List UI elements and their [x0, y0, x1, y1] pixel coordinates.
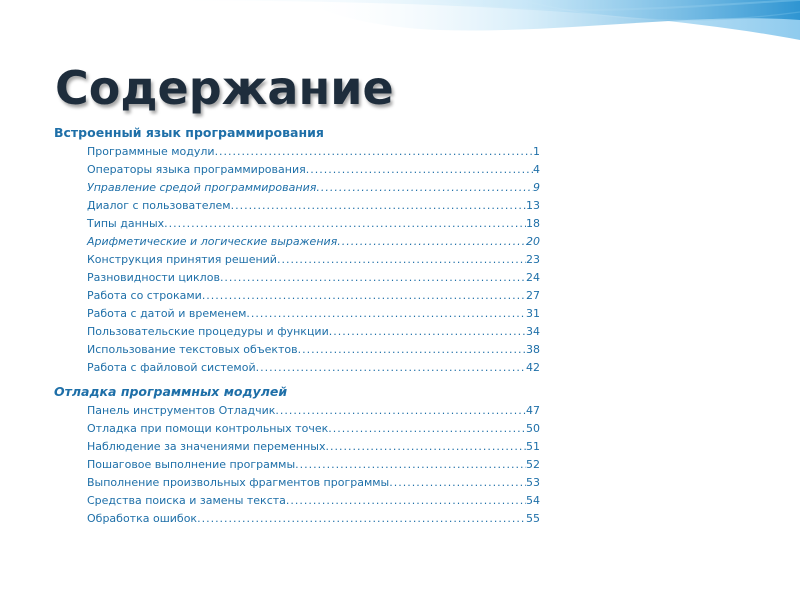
section-title-builtin-language: Встроенный язык программирования	[54, 125, 324, 140]
toc-entry-label: Панель инструментов Отладчик	[87, 404, 276, 417]
toc-leader-dots	[298, 341, 526, 359]
section-title-debugging: Отладка программных модулей	[54, 384, 288, 399]
toc-entry	[87, 420, 540, 438]
toc-entry-page: 53	[526, 476, 540, 489]
toc-leader-dots	[164, 215, 526, 233]
toc-entry-label: Пользовательские процедуры и функции	[87, 325, 329, 338]
toc-leader-dots	[329, 323, 526, 341]
toc-leader-dots	[306, 161, 533, 179]
toc-entry-page: 54	[526, 494, 540, 507]
toc-entry	[87, 215, 540, 233]
toc-entry-label: Работа с датой и временем	[87, 307, 247, 320]
toc-entry	[87, 179, 540, 197]
toc-entry-page: 13	[526, 199, 540, 212]
toc-entry-page: 23	[526, 253, 540, 266]
toc-entry-label: Конструкция принятия решений	[87, 253, 277, 266]
toc-leader-dots	[295, 456, 526, 474]
toc-entry	[87, 341, 540, 359]
toc-entry-label: Арифметические и логические выражения	[87, 235, 338, 248]
toc-leader-dots	[197, 510, 526, 528]
toc-entry-page: 34	[526, 325, 540, 338]
toc-entry-label: Пошаговое выполнение программы	[87, 458, 296, 471]
toc-entry	[87, 287, 540, 305]
toc-entry-page: 52	[526, 458, 540, 471]
toc-entry-label: Работа со строками	[87, 289, 202, 302]
toc-entry	[87, 197, 540, 215]
toc-entry-page: 20	[526, 235, 540, 248]
toc-entry	[87, 402, 540, 420]
toc-leader-dots	[215, 143, 533, 161]
toc-leader-dots	[337, 233, 526, 251]
toc-entry	[87, 510, 540, 528]
toc-entry-page: 47	[526, 404, 540, 417]
toc-entry	[87, 474, 540, 492]
toc-entry	[87, 359, 540, 377]
toc-entry-label: Типы данных	[87, 217, 165, 230]
toc-entry-label: Выполнение произвольных фрагментов программы	[87, 476, 390, 489]
toc-entry	[87, 492, 540, 510]
toc-leader-dots	[277, 251, 526, 269]
toc-entry-page: 38	[526, 343, 540, 356]
toc-leader-dots	[328, 420, 526, 438]
toc-entry	[87, 143, 540, 161]
toc-entry	[87, 305, 540, 323]
toc-entry-page: 18	[526, 217, 540, 230]
toc-entry-label: Обработка ошибок	[87, 512, 198, 525]
toc-leader-dots	[286, 492, 526, 510]
toc-leader-dots	[325, 438, 526, 456]
page-title: Содержание	[55, 61, 394, 115]
toc-leader-dots	[389, 474, 526, 492]
toc-leader-dots	[220, 269, 526, 287]
toc-entry	[87, 251, 540, 269]
toc-entry	[87, 323, 540, 341]
toc-leader-dots	[275, 402, 526, 420]
toc-entry-page: 4	[533, 163, 540, 176]
toc-entry-label: Диалог с пользователем	[87, 199, 231, 212]
toc-leader-dots	[202, 287, 526, 305]
toc-entry	[87, 161, 540, 179]
toc-entry-label: Управление средой программирования	[87, 181, 317, 194]
toc-entry-label: Средства поиска и замены текста	[87, 494, 286, 507]
toc-entry-page: 1	[533, 145, 540, 158]
table-of-contents	[54, 123, 554, 528]
toc-entry-page: 24	[526, 271, 540, 284]
toc-entry-label: Отладка при помощи контрольных точек	[87, 422, 329, 435]
toc-entry-page: 55	[526, 512, 540, 525]
toc-entry	[87, 269, 540, 287]
toc-entry-label: Наблюдение за значениями переменных	[87, 440, 326, 453]
toc-entry-page: 31	[526, 307, 540, 320]
toc-entry-page: 27	[526, 289, 540, 302]
toc-entry	[87, 233, 540, 251]
toc-entry-page: 42	[526, 361, 540, 374]
toc-entry-label: Операторы языка программирования	[87, 163, 306, 176]
toc-entry-label: Программные модули	[87, 145, 215, 158]
toc-entry	[87, 456, 540, 474]
toc-leader-dots	[256, 359, 526, 377]
toc-leader-dots	[316, 179, 533, 197]
toc-entry-page: 9	[533, 181, 540, 194]
toc-entry-label: Работа с файловой системой	[87, 361, 256, 374]
toc-entry-label: Разновидности циклов	[87, 271, 220, 284]
toc-entry-label: Использование текстовых объектов	[87, 343, 298, 356]
toc-leader-dots	[231, 197, 526, 215]
toc-entry-page: 51	[526, 440, 540, 453]
toc-entry-page: 50	[526, 422, 540, 435]
toc-entry	[87, 438, 540, 456]
toc-leader-dots	[246, 305, 526, 323]
